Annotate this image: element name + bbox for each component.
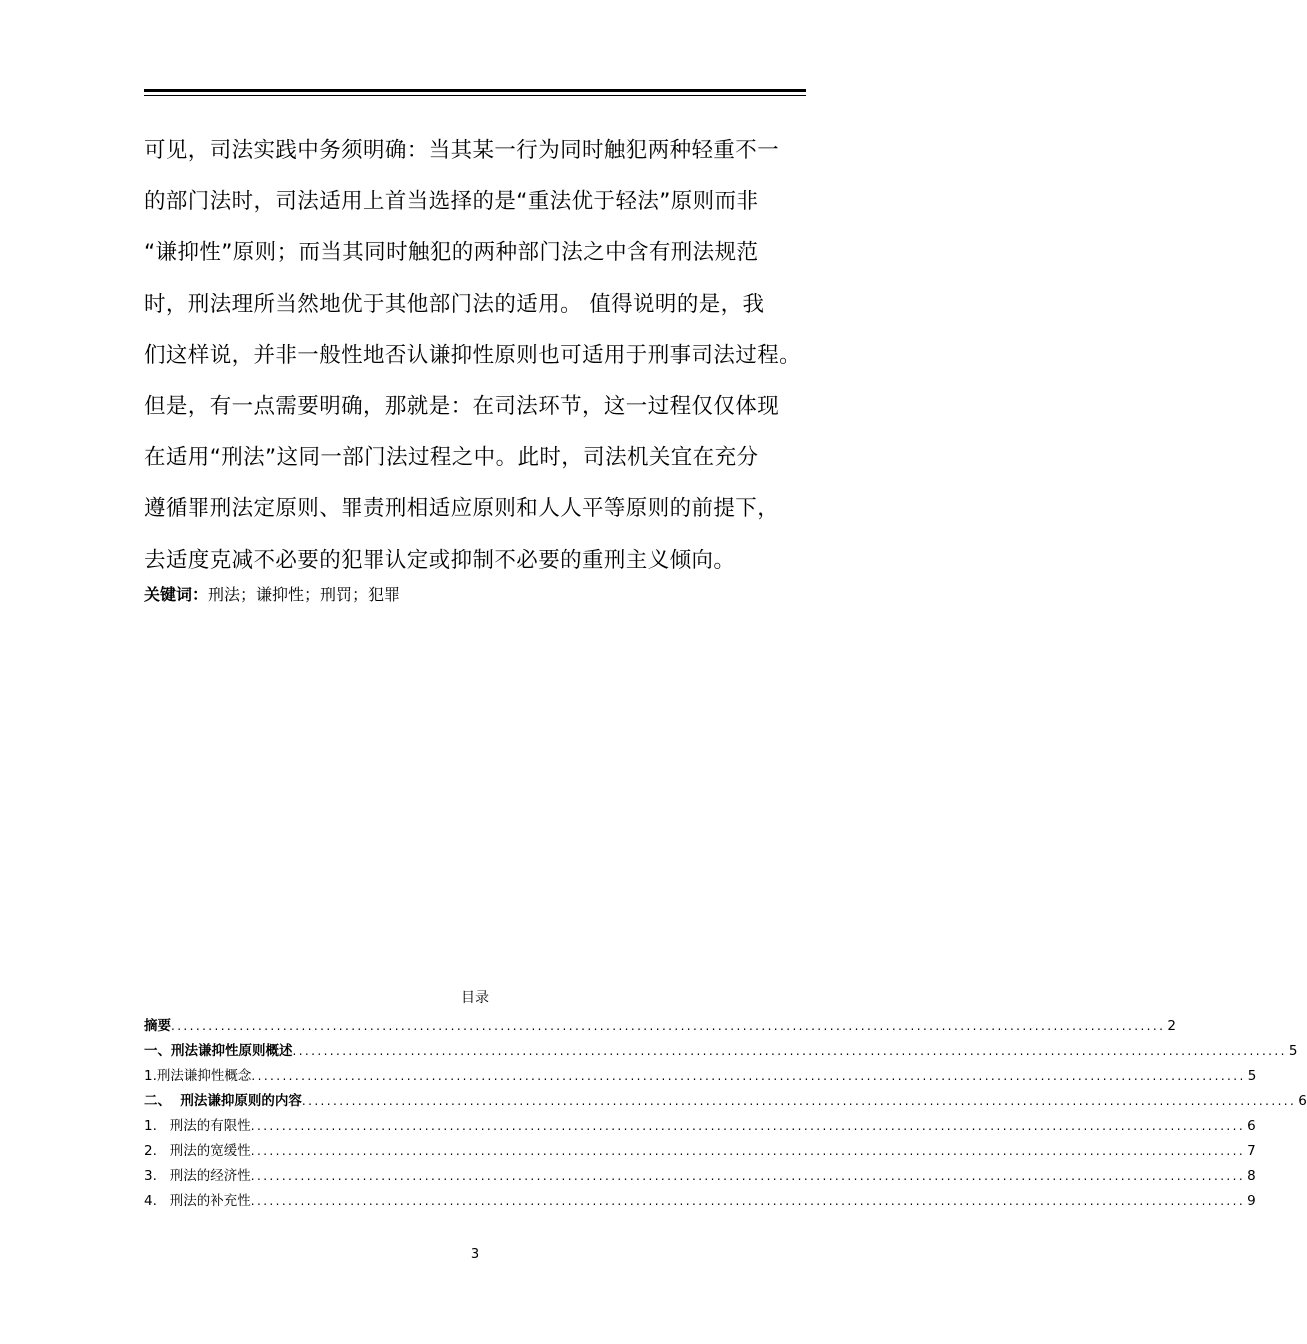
toc-leader-dots: ................................................................................................................................................................ [301, 1094, 1297, 1108]
toc-entry-label: 4. 刑法的补充性 [144, 1193, 251, 1209]
header-double-rule [144, 89, 806, 97]
toc-entry[interactable] [144, 1114, 1256, 1139]
toc-leader-dots: ................................................................................................................................................................ [251, 1069, 1246, 1083]
toc-entry[interactable] [144, 1089, 1307, 1114]
body-line: 可见，司法实践中务须明确：当其某一行为同时触犯两种轻重不一 [144, 138, 780, 163]
toc-entry-page: 7 [1247, 1143, 1256, 1159]
toc-leader-dots: ................................................................................................................................................................ [250, 1194, 1246, 1208]
body-line: 们这样说，并非一般性地否认谦抑性原则也可适用于刑事司法过程。 [144, 342, 802, 368]
page-number: 3 [470, 1247, 480, 1262]
body-paragraph [144, 125, 819, 586]
toc-entry-page: 2 [1167, 1018, 1176, 1034]
toc-entry[interactable] [144, 1014, 1176, 1039]
toc-leader-dots: ................................................................................................................................................................ [250, 1169, 1246, 1183]
toc-entry-page: 8 [1247, 1168, 1256, 1184]
toc-entry-label: 摘要 [144, 1018, 171, 1034]
table-of-contents [144, 1014, 1307, 1214]
keywords-line [144, 583, 400, 607]
body-line: “谦抑性”原则；而当其同时触犯的两种部门法之中含有刑法规范 [144, 240, 759, 266]
toc-entry-page: 6 [1298, 1093, 1307, 1109]
body-line: 在适用“刑法”这同一部门法过程之中。此时，司法机关宜在充分 [144, 445, 759, 471]
toc-entry-label: 2. 刑法的宽缓性 [144, 1143, 251, 1159]
toc-entry-label: 二、 刑法谦抑原则的内容 [144, 1093, 302, 1109]
toc-leader-dots: ................................................................................................................................................................ [250, 1144, 1246, 1158]
toc-title: 目录 [461, 990, 489, 1006]
toc-leader-dots: ................................................................................................................................................................ [292, 1044, 1287, 1058]
toc-entry[interactable] [144, 1139, 1256, 1164]
toc-entry[interactable] [144, 1189, 1256, 1214]
toc-entry[interactable] [144, 1039, 1298, 1064]
keywords-text: 刑法；谦抑性；刑罚；犯罪 [208, 585, 401, 604]
toc-entry-page: 6 [1247, 1118, 1256, 1134]
header-rule-thick [144, 89, 806, 92]
toc-entry[interactable] [144, 1064, 1257, 1089]
toc-entry-page: 5 [1247, 1068, 1257, 1084]
toc-leader-dots: ................................................................................................................................................................ [250, 1119, 1246, 1133]
toc-leader-dots: ................................................................................................................................................................ [171, 1019, 1166, 1033]
toc-entry-label: 一、刑法谦抑性原则概述 [144, 1043, 293, 1059]
toc-entry-page: 5 [1288, 1043, 1298, 1059]
header-rule-thin [144, 95, 806, 96]
body-line: 时，刑法理所当然地优于其他部门法的适用。 值得说明的是，我 [144, 291, 765, 317]
toc-entry-label: 1. 刑法的有限性 [144, 1118, 251, 1134]
body-line: 遵循罪刑法定原则、罪责刑相适应原则和人人平等原则的前提下， [144, 496, 780, 522]
toc-entry-label: 3. 刑法的经济性 [144, 1168, 251, 1184]
toc-entry[interactable] [144, 1164, 1256, 1189]
body-line: 但是，有一点需要明确，那就是：在司法环节，这一过程仅仅体现 [144, 393, 780, 419]
keywords-label: 关键词： [144, 585, 209, 604]
toc-entry-label: 1.刑法谦抑性概念 [144, 1068, 252, 1084]
body-line: 的部门法时，司法适用上首当选择的是“重法优于轻法”原则而非 [144, 189, 759, 215]
toc-entry-page: 9 [1247, 1193, 1256, 1209]
body-line: 去适度克减不必要的犯罪认定或抑制不必要的重刑主义倾向。 [144, 547, 736, 573]
